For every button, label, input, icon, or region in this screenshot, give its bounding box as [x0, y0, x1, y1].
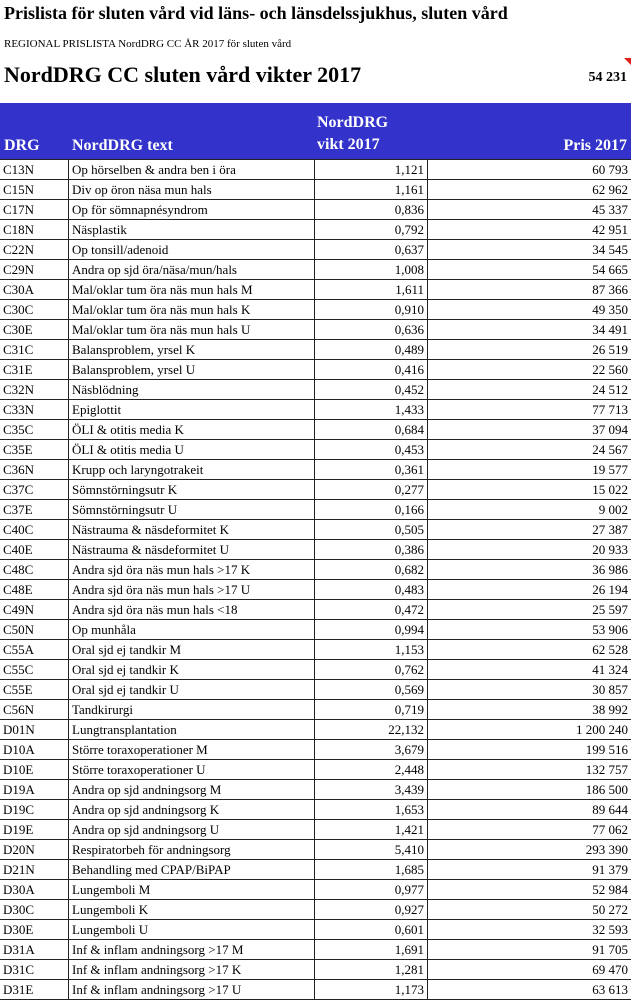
- drg-code-cell: C56N: [0, 700, 69, 720]
- price-cell: 26 519: [428, 340, 631, 360]
- drg-code-cell: C50N: [0, 620, 69, 640]
- price-cell: 22 560: [428, 360, 631, 380]
- price-cell: 15 022: [428, 480, 631, 500]
- price-cell: 199 516: [428, 740, 631, 760]
- table-row: [0, 540, 631, 560]
- drg-text-cell: ÖLI & otitis media U: [69, 440, 315, 460]
- table-row: [0, 700, 631, 720]
- drg-text-cell: Inf & inflam andningsorg >17 U: [69, 980, 315, 1000]
- drg-code-cell: C30E: [0, 320, 69, 340]
- price-cell: 50 272: [428, 900, 631, 920]
- drg-text-cell: Op tonsill/adenoid: [69, 240, 315, 260]
- drg-text-cell: Sömnstörningsutr U: [69, 500, 315, 520]
- table-row: [0, 800, 631, 820]
- drg-code-cell: C37C: [0, 480, 69, 500]
- table-row: [0, 320, 631, 340]
- table-row: [0, 440, 631, 460]
- table-row: [0, 280, 631, 300]
- price-cell: 24 567: [428, 440, 631, 460]
- drg-code-cell: D01N: [0, 720, 69, 740]
- drg-text-cell: Op munhåla: [69, 620, 315, 640]
- drg-code-cell: C32N: [0, 380, 69, 400]
- price-cell: 91 705: [428, 940, 631, 960]
- drg-text-cell: Inf & inflam andningsorg >17 M: [69, 940, 315, 960]
- weight-cell: 1,611: [315, 280, 428, 300]
- price-table: [0, 159, 631, 1000]
- column-header-text: NordDRG text: [72, 137, 173, 155]
- drg-text-cell: Andra op sjd öra/näsa/mun/hals: [69, 260, 315, 280]
- price-table-body: [0, 160, 631, 1000]
- drg-code-cell: C49N: [0, 600, 69, 620]
- drg-text-cell: Op hörselben & andra ben i öra: [69, 160, 315, 180]
- drg-text-cell: Andra sjd öra näs mun hals >17 U: [69, 580, 315, 600]
- price-cell: 52 984: [428, 880, 631, 900]
- weight-cell: 3,679: [315, 740, 428, 760]
- weight-cell: 2,448: [315, 760, 428, 780]
- comment-indicator-icon: [624, 58, 631, 65]
- price-cell: 69 470: [428, 960, 631, 980]
- column-header-price: Pris 2017: [563, 137, 627, 155]
- drg-code-cell: C37E: [0, 500, 69, 520]
- drg-text-cell: Andra op sjd andningsorg M: [69, 780, 315, 800]
- weight-cell: 0,452: [315, 380, 428, 400]
- drg-text-cell: Krupp och laryngotrakeit: [69, 460, 315, 480]
- weight-cell: 0,636: [315, 320, 428, 340]
- page-title: Prislista för sluten vård vid läns- och länsdelssjukhus, sluten vård: [4, 3, 508, 24]
- weight-cell: 0,682: [315, 560, 428, 580]
- price-cell: 87 366: [428, 280, 631, 300]
- weight-cell: 0,489: [315, 340, 428, 360]
- drg-code-cell: D19C: [0, 800, 69, 820]
- drg-code-cell: C22N: [0, 240, 69, 260]
- table-row: [0, 520, 631, 540]
- table-row: [0, 780, 631, 800]
- table-row: [0, 620, 631, 640]
- drg-code-cell: D19E: [0, 820, 69, 840]
- weight-cell: 0,166: [315, 500, 428, 520]
- price-cell: 45 337: [428, 200, 631, 220]
- weight-cell: 0,792: [315, 220, 428, 240]
- weight-cell: 0,637: [315, 240, 428, 260]
- price-cell: 53 906: [428, 620, 631, 640]
- drg-code-cell: D30E: [0, 920, 69, 940]
- price-cell: 34 545: [428, 240, 631, 260]
- price-cell: 77 062: [428, 820, 631, 840]
- drg-code-cell: C55C: [0, 660, 69, 680]
- price-cell: 60 793: [428, 160, 631, 180]
- weight-cell: 22,132: [315, 720, 428, 740]
- table-row: [0, 640, 631, 660]
- table-row: [0, 340, 631, 360]
- weight-cell: 0,910: [315, 300, 428, 320]
- subtitle: REGIONAL PRISLISTA NordDRG CC ÅR 2017 för sluten vård: [4, 38, 291, 50]
- drg-text-cell: Näsplastik: [69, 220, 315, 240]
- table-row: [0, 680, 631, 700]
- drg-code-cell: C30C: [0, 300, 69, 320]
- weight-cell: 0,601: [315, 920, 428, 940]
- drg-code-cell: C48C: [0, 560, 69, 580]
- drg-code-cell: D20N: [0, 840, 69, 860]
- table-row: [0, 380, 631, 400]
- price-cell: 30 857: [428, 680, 631, 700]
- table-row: [0, 740, 631, 760]
- price-cell: 89 644: [428, 800, 631, 820]
- table-row: [0, 180, 631, 200]
- table-row: [0, 880, 631, 900]
- price-cell: 19 577: [428, 460, 631, 480]
- price-cell: 293 390: [428, 840, 631, 860]
- drg-code-cell: C18N: [0, 220, 69, 240]
- price-cell: 132 757: [428, 760, 631, 780]
- drg-code-cell: C17N: [0, 200, 69, 220]
- price-cell: 42 951: [428, 220, 631, 240]
- weight-cell: 0,505: [315, 520, 428, 540]
- table-row: [0, 460, 631, 480]
- weight-cell: 1,153: [315, 640, 428, 660]
- drg-code-cell: C15N: [0, 180, 69, 200]
- drg-text-cell: Större toraxoperationer M: [69, 740, 315, 760]
- table-row: [0, 980, 631, 1000]
- weight-cell: 1,421: [315, 820, 428, 840]
- price-cell: 62 962: [428, 180, 631, 200]
- price-cell: 186 500: [428, 780, 631, 800]
- price-cell: 25 597: [428, 600, 631, 620]
- drg-code-cell: C35E: [0, 440, 69, 460]
- price-cell: 41 324: [428, 660, 631, 680]
- price-cell: 9 002: [428, 500, 631, 520]
- weight-cell: 1,685: [315, 860, 428, 880]
- weight-cell: 1,008: [315, 260, 428, 280]
- weight-cell: 0,719: [315, 700, 428, 720]
- table-row: [0, 940, 631, 960]
- drg-text-cell: Oral sjd ej tandkir K: [69, 660, 315, 680]
- drg-text-cell: Epiglottit: [69, 400, 315, 420]
- weight-cell: 1,173: [315, 980, 428, 1000]
- table-row: [0, 200, 631, 220]
- price-cell: 37 094: [428, 420, 631, 440]
- weight-cell: 1,691: [315, 940, 428, 960]
- weight-cell: 1,121: [315, 160, 428, 180]
- table-row: [0, 300, 631, 320]
- drg-text-cell: Nästrauma & näsdeformitet U: [69, 540, 315, 560]
- drg-text-cell: Nästrauma & näsdeformitet K: [69, 520, 315, 540]
- drg-text-cell: Näsblödning: [69, 380, 315, 400]
- price-cell: 1 200 240: [428, 720, 631, 740]
- price-cell: 24 512: [428, 380, 631, 400]
- weight-cell: 0,569: [315, 680, 428, 700]
- price-cell: 54 665: [428, 260, 631, 280]
- drg-text-cell: Behandling med CPAP/BiPAP: [69, 860, 315, 880]
- table-row: [0, 860, 631, 880]
- drg-text-cell: Andra sjd öra näs mun hals <18: [69, 600, 315, 620]
- table-row: [0, 560, 631, 580]
- table-row: [0, 160, 631, 180]
- weight-cell: 0,386: [315, 540, 428, 560]
- drg-code-cell: D31E: [0, 980, 69, 1000]
- weight-cell: 1,161: [315, 180, 428, 200]
- table-row: [0, 900, 631, 920]
- drg-code-cell: D10E: [0, 760, 69, 780]
- drg-code-cell: D10A: [0, 740, 69, 760]
- column-header-weight-line1: NordDRG: [317, 114, 388, 132]
- price-cell: 91 379: [428, 860, 631, 880]
- table-row: [0, 920, 631, 940]
- drg-code-cell: D31C: [0, 960, 69, 980]
- column-header-drg: DRG: [4, 137, 40, 155]
- drg-text-cell: Mal/oklar tum öra näs mun hals M: [69, 280, 315, 300]
- drg-code-cell: C30A: [0, 280, 69, 300]
- drg-code-cell: C33N: [0, 400, 69, 420]
- price-cell: 34 491: [428, 320, 631, 340]
- weight-cell: 0,472: [315, 600, 428, 620]
- drg-code-cell: C48E: [0, 580, 69, 600]
- weight-cell: 0,927: [315, 900, 428, 920]
- drg-text-cell: Andra op sjd andningsorg K: [69, 800, 315, 820]
- main-title: NordDRG CC sluten vård vikter 2017: [4, 62, 361, 88]
- weight-cell: 0,684: [315, 420, 428, 440]
- drg-text-cell: Andra op sjd andningsorg U: [69, 820, 315, 840]
- weight-cell: 0,762: [315, 660, 428, 680]
- weight-cell: 1,653: [315, 800, 428, 820]
- drg-text-cell: Oral sjd ej tandkir U: [69, 680, 315, 700]
- weight-cell: 0,453: [315, 440, 428, 460]
- weight-cell: 5,410: [315, 840, 428, 860]
- price-cell: 32 593: [428, 920, 631, 940]
- table-row: [0, 820, 631, 840]
- weight-cell: 0,994: [315, 620, 428, 640]
- weight-cell: 0,836: [315, 200, 428, 220]
- price-cell: 49 350: [428, 300, 631, 320]
- drg-code-cell: C13N: [0, 160, 69, 180]
- column-header-weight-line2: vikt 2017: [317, 136, 380, 154]
- table-row: [0, 960, 631, 980]
- weight-cell: 0,277: [315, 480, 428, 500]
- price-cell: 38 992: [428, 700, 631, 720]
- drg-code-cell: D31A: [0, 940, 69, 960]
- price-cell: 26 194: [428, 580, 631, 600]
- price-cell: 27 387: [428, 520, 631, 540]
- price-cell: 62 528: [428, 640, 631, 660]
- table-row: [0, 260, 631, 280]
- weight-cell: 0,361: [315, 460, 428, 480]
- drg-text-cell: Balansproblem, yrsel K: [69, 340, 315, 360]
- drg-text-cell: Lungemboli K: [69, 900, 315, 920]
- drg-code-cell: C31C: [0, 340, 69, 360]
- drg-code-cell: C36N: [0, 460, 69, 480]
- drg-text-cell: Större toraxoperationer U: [69, 760, 315, 780]
- table-row: [0, 580, 631, 600]
- weight-cell: 3,439: [315, 780, 428, 800]
- drg-text-cell: Oral sjd ej tandkir M: [69, 640, 315, 660]
- drg-text-cell: Sömnstörningsutr K: [69, 480, 315, 500]
- weight-cell: 1,433: [315, 400, 428, 420]
- table-row: [0, 600, 631, 620]
- weight-cell: 0,483: [315, 580, 428, 600]
- price-cell: 20 933: [428, 540, 631, 560]
- table-row: [0, 660, 631, 680]
- drg-text-cell: Div op öron näsa mun hals: [69, 180, 315, 200]
- drg-code-cell: C55E: [0, 680, 69, 700]
- table-row: [0, 720, 631, 740]
- drg-text-cell: Tandkirurgi: [69, 700, 315, 720]
- drg-text-cell: Op för sömnapnésyndrom: [69, 200, 315, 220]
- drg-text-cell: Lungemboli U: [69, 920, 315, 940]
- drg-text-cell: Respiratorbeh för andningsorg: [69, 840, 315, 860]
- table-row: [0, 220, 631, 240]
- drg-code-cell: D30A: [0, 880, 69, 900]
- base-price-value: 54 231: [589, 70, 628, 86]
- drg-text-cell: Andra sjd öra näs mun hals >17 K: [69, 560, 315, 580]
- table-row: [0, 240, 631, 260]
- table-row: [0, 360, 631, 380]
- table-header: [0, 103, 631, 159]
- drg-code-cell: D21N: [0, 860, 69, 880]
- price-cell: 36 986: [428, 560, 631, 580]
- drg-text-cell: Lungtransplantation: [69, 720, 315, 740]
- price-cell: 77 713: [428, 400, 631, 420]
- drg-text-cell: Inf & inflam andningsorg >17 K: [69, 960, 315, 980]
- drg-code-cell: C40E: [0, 540, 69, 560]
- table-row: [0, 420, 631, 440]
- drg-code-cell: C35C: [0, 420, 69, 440]
- drg-code-cell: C40C: [0, 520, 69, 540]
- drg-text-cell: Balansproblem, yrsel U: [69, 360, 315, 380]
- drg-code-cell: C55A: [0, 640, 69, 660]
- table-row: [0, 840, 631, 860]
- table-row: [0, 760, 631, 780]
- weight-cell: 1,281: [315, 960, 428, 980]
- drg-code-cell: D19A: [0, 780, 69, 800]
- weight-cell: 0,416: [315, 360, 428, 380]
- drg-text-cell: ÖLI & otitis media K: [69, 420, 315, 440]
- table-row: [0, 400, 631, 420]
- drg-text-cell: Mal/oklar tum öra näs mun hals K: [69, 300, 315, 320]
- table-row: [0, 500, 631, 520]
- table-row: [0, 480, 631, 500]
- drg-text-cell: Lungemboli M: [69, 880, 315, 900]
- drg-code-cell: C31E: [0, 360, 69, 380]
- drg-text-cell: Mal/oklar tum öra näs mun hals U: [69, 320, 315, 340]
- price-cell: 63 613: [428, 980, 631, 1000]
- drg-code-cell: C29N: [0, 260, 69, 280]
- weight-cell: 0,977: [315, 880, 428, 900]
- drg-code-cell: D30C: [0, 900, 69, 920]
